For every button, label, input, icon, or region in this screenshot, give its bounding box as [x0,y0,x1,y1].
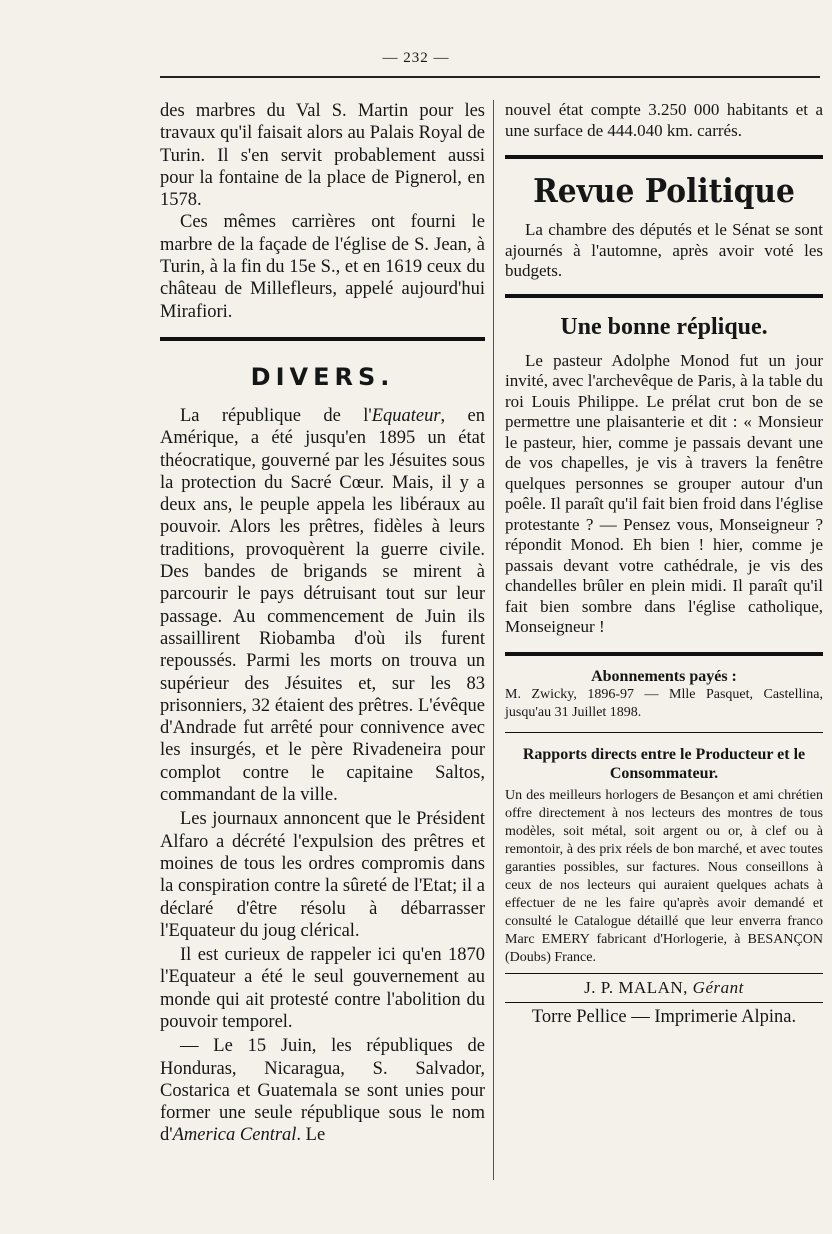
marble-paragraph: Ces mêmes carrières ont fourni le marbre de la façade de l'église de S. Jean, à Turin, à la fin du 15e S., et en 1619 ceux du château de Millefleurs, appelé aujourd'hui Mirafiori. [160,212,485,322]
pouvoir-paragraph: Il est curieux de rappeler ici qu'en 1870 l'Equateur a été le seul gouvernement au monde qui ait protesté contre l'abolition du pouvoir temporel. [160,945,485,1032]
imprimerie-line: Torre Pellice — Imprimerie Alpina. [531,1006,797,1027]
left-column [160,100,485,1147]
column-divider [493,100,494,1180]
rapports-text: Un des meilleurs horlogers de Besançon et ami chrétien offre directement à nos lecteurs des montres de tous modèles, soit métal, soit argent ou or, à clef ou à remontoir, à des prix réels de bon marché, et avec toutes garanties possibles, sur factures. Nous conseillons à ceux de nos lecteurs qui auraient quelques achats à effectuer de ne les faire qu'après avoir demandé et consulté le Catalogue détaillé que leur enverra franco Marc EMERY fabricant d'Horlogerie, à BESANÇON (Doubs) France. [505,787,823,965]
section-rule [160,337,485,341]
gerant-name: J. P. MALAN, [584,977,693,997]
equateur-text-a: La république de l' [180,405,372,426]
marble-paragraph-continued: des marbres du Val S. Martin pour les travaux qu'il faisait alors au Palais Royal de Turin. Il s'en servit probablement aussi pour la fontaine de la place de Pignerol, en 1578. [160,101,485,211]
right-column [505,100,823,1028]
gerant-line [505,978,823,998]
section-rule [505,1002,823,1003]
section-rule [505,155,823,159]
equateur-italic: Equateur [371,405,441,426]
america-central-paragraph [160,1035,485,1146]
replique-text: Le pasteur Adolphe Monod fut un jour invité, avec l'archevêque de Paris, à la table du roi Louis Philippe. Le prélat crut bon de se permettre une plaisanterie et dit : « Monsieur le pasteur, hier, comme je passais devant une de vos chapelles, je vis à travers la fenêtre quelques personnes se grouper autour d'un poêle. Il paraît qu'il fait bien froid dans l'église protestante ? — Pensez vous, Monseigneur ? répondit Monod. Eh bien ! hier, comme je passais devant votre cathédrale, je vis des chandelles brûler en plein midi. Il paraît qu'il fait bien sombre dans l'église catholique, Monseigneur ! [505,350,823,636]
equateur-continued: nouvel état compte 3.250 000 habitants et a une surface de 444.040 km. carrés. [505,100,823,140]
section-rule [505,294,823,298]
central-text-a: — Le 15 Juin, les républiques de Honduras, Nicaragua, S. Salvador, Costarica et Guatemala se sont unies pour former une seule république sous le nom d' [160,1036,485,1146]
gerant-role: Gérant [692,977,744,997]
replique-heading: Une bonne réplique. [560,313,768,340]
section-rule [505,973,823,974]
abonnements-text: M. Zwicky, 1896-97 — Mlle Pasquet, Castellina, jusqu'au 31 Juillet 1898. [505,686,823,720]
section-rule [505,652,823,656]
section-rule [505,732,823,733]
abonnements-heading: Abonnements payés : [591,667,737,685]
revue-politique-text: La chambre des députés et le Sénat se sont ajournés à l'automne, après avoir voté les budgets. [505,220,823,280]
central-text-b: . Le [296,1125,326,1146]
page-number: — 232 — [382,50,450,66]
equateur-text-b: , en Amérique, a été jusqu'en 1895 un état théocratique, gouverné par les Jésuites sous la protection du Sacré Cœur. Mais, il y a deux ans, le peuple appela les libéraux au pouvoir. Alors les prêtres, fidèles à leurs traditions, provoquèrent la guerre civile. Des bandes de brigands se mirent à parcourir le pays détruisant tout sur leur passage. Au commencement de Juin ils assaillirent Riobamba d'où ils furent repoussés. Parmi les morts on trouva un supérieur des Jésuites et, sur les 83 prisonniers, 32 étaient des prêtres. L'évêque d'Andrade fut arrêté pour connivence avec les insurgés, et le père Rivadeneira pour complot contre le capitaine Saltos, commandant de la ville. [160,405,486,806]
header-rule [160,76,820,78]
equateur-paragraph [160,405,485,806]
revue-politique-heading: Revue Politique [533,171,795,210]
central-italic: America Central [172,1125,297,1146]
alfaro-paragraph: Les journaux annoncent que le Président Alfaro a décrété l'expulsion des prêtres et moines de tous les ordres compromis dans la conspiration contre la sûreté de l'Etat; il a déclaré d'être résolu à débarrasser l'Equateur du joug clérical. [160,809,485,941]
rapports-heading: Rapports directs entre le Producteur et le Consommateur. [522,745,806,782]
divers-heading: DIVERS. [250,362,395,391]
